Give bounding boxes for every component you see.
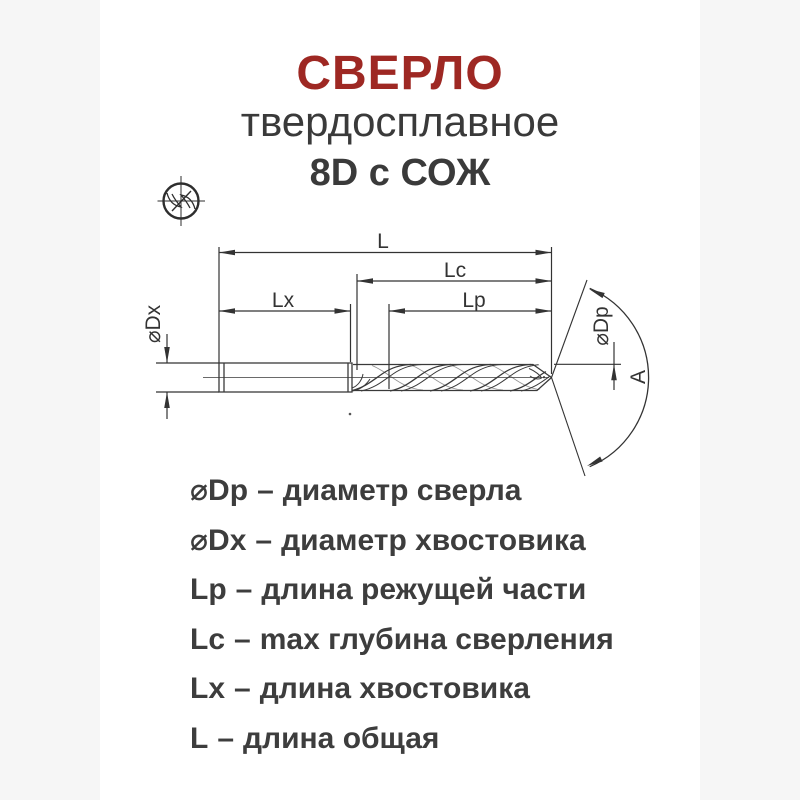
legend-separator: – <box>255 523 273 557</box>
legend-item-Lc <box>190 615 660 665</box>
legend-separator: – <box>257 474 274 507</box>
drill-side-view <box>203 363 582 415</box>
legend-separator: – <box>234 622 251 656</box>
dim-Dx <box>164 334 170 419</box>
legend-label: ⌀Dp <box>190 474 249 507</box>
legend-separator: – <box>217 721 235 755</box>
page-title: СВЕРЛО <box>296 47 504 100</box>
dim-label-Lx: Lx <box>271 289 295 312</box>
dim-label-L: L <box>377 230 389 253</box>
drill-end-view-icon <box>158 176 206 226</box>
legend-separator: – <box>234 672 251 706</box>
legend-item-Lp <box>190 565 660 615</box>
legend-item-L <box>190 714 660 764</box>
dim-label-Dp: ⌀Dp <box>590 306 613 346</box>
legend-desc: длина режущей части <box>261 573 587 607</box>
legend-item-Dp <box>190 466 660 516</box>
legend-label: Lp <box>190 573 227 607</box>
legend-item-Dx <box>190 516 660 566</box>
dim-label-Lc: Lc <box>443 259 467 282</box>
title-variant: 8D с СОЖ <box>309 152 491 194</box>
dim-label-A: A <box>627 369 650 385</box>
legend-desc: длина хвостовика <box>259 672 530 706</box>
legend-desc: длина общая <box>243 721 440 755</box>
dim-label-Lp: Lp <box>462 289 486 312</box>
legend-desc: max глубина сверления <box>259 622 614 656</box>
dim-Dp <box>611 342 617 390</box>
legend-label: L <box>190 721 209 755</box>
page-subtitle: твердосплавное <box>240 98 560 145</box>
legend-desc: диаметр сверла <box>282 474 522 507</box>
legend-label: ⌀Dx <box>190 523 247 557</box>
legend <box>190 466 660 764</box>
ink-speck <box>349 413 352 416</box>
dim-label-Dx: ⌀Dx <box>142 304 165 344</box>
legend-label: Lc <box>190 622 226 656</box>
legend-desc: диаметр хвостовика <box>281 523 586 557</box>
legend-item-Lx <box>190 664 660 714</box>
legend-label: Lx <box>190 672 226 706</box>
dimension-lines <box>156 247 649 476</box>
legend-separator: – <box>235 573 253 607</box>
